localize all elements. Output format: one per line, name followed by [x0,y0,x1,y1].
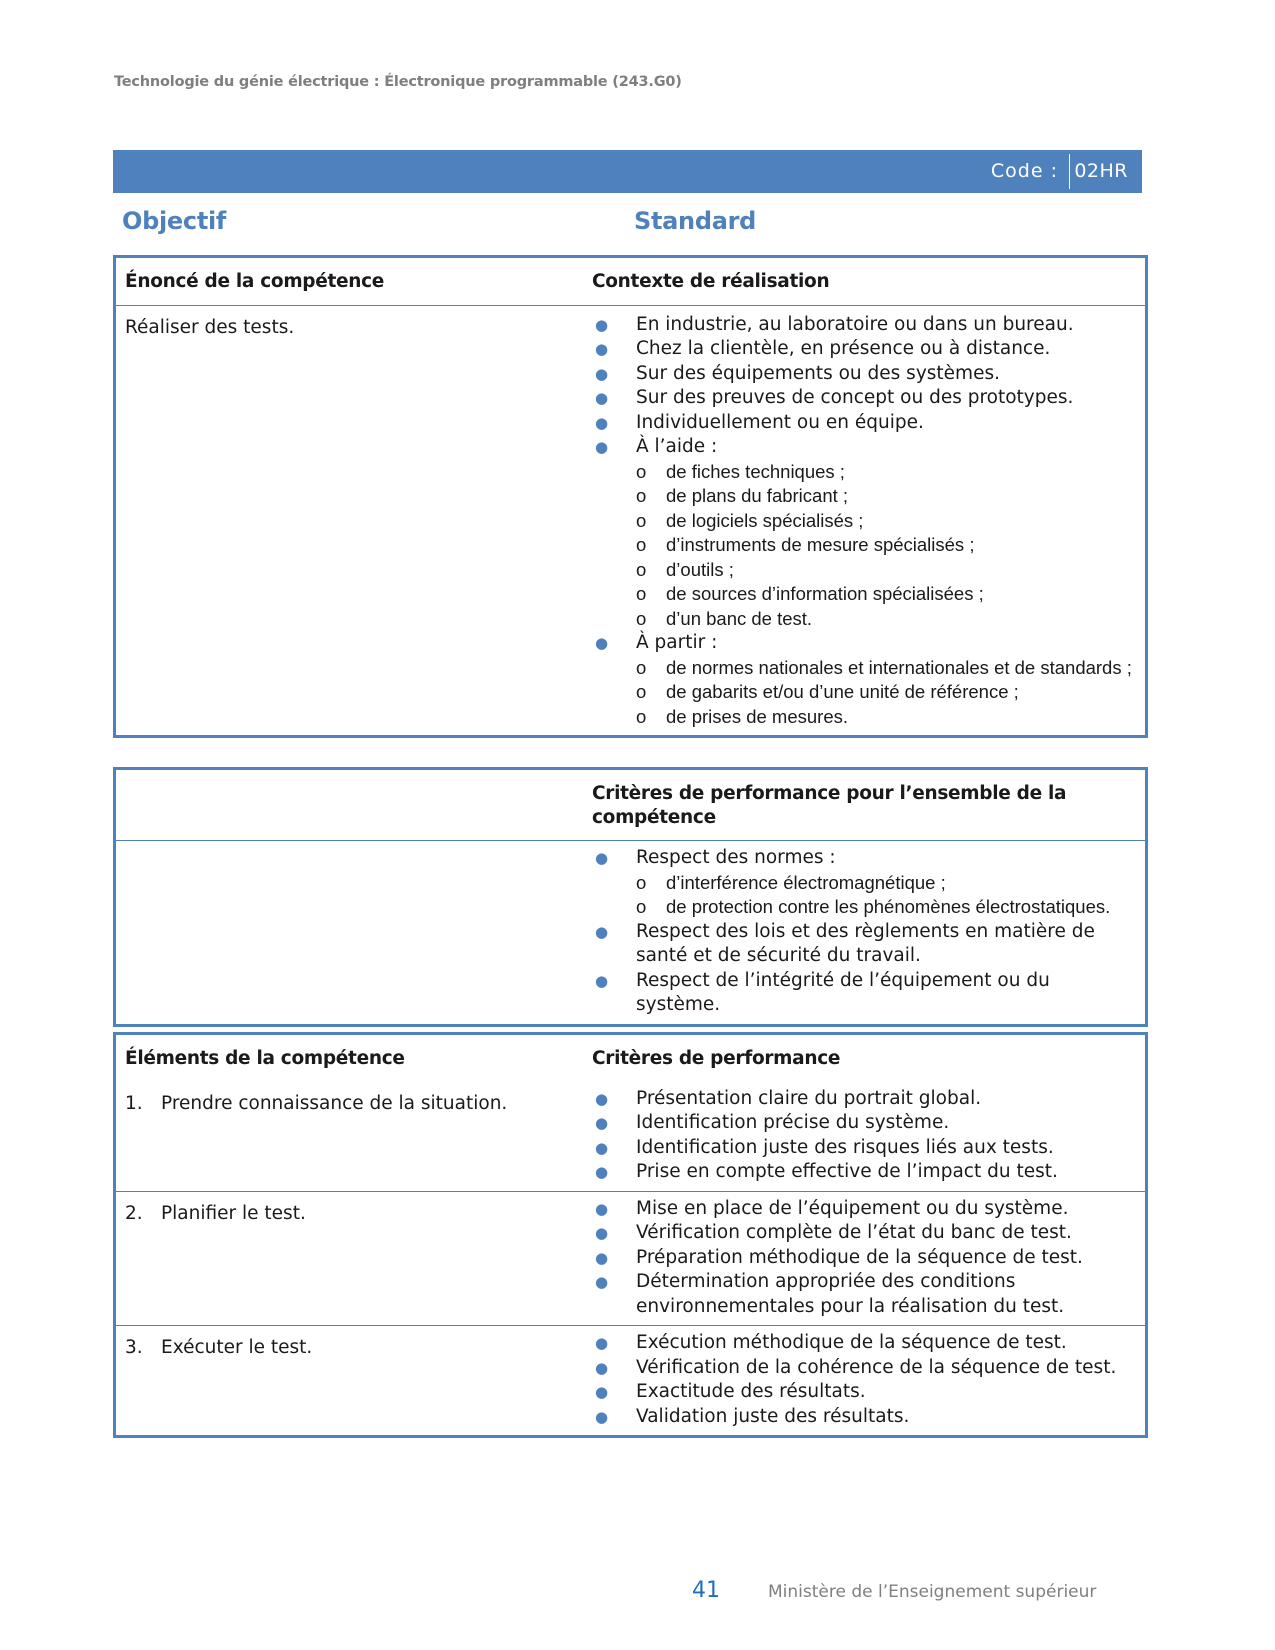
bullet-icon: ● [595,1089,609,1108]
sub-list-item-text: de gabarits et/ou d’une unité de référence ; [666,681,1019,702]
bullet-icon: ● [595,1199,609,1218]
list-item-text: Présentation claire du portrait global. [636,1087,982,1109]
sub-list-item [636,558,1137,583]
sub-list-item [636,895,1137,920]
list-item-text: Chez la clientèle, en présence ou à distance. [636,338,1051,359]
list-item [592,1405,1137,1430]
list-item-text: Identification précise du système. [636,1112,950,1133]
list-item [592,313,1137,338]
bullet-icon: ● [595,389,609,407]
sub-list-item-text: d’instruments de mesure spécialisés ; [666,534,975,555]
sub-list [636,460,1137,632]
sub-list-item [636,484,1137,509]
table-row [116,1325,1145,1435]
bullet-icon: ● [595,438,609,456]
sub-list-item-text: de normes nationales et internationales et de standards ; [666,656,1132,678]
sub-bullet-icon: o [636,583,647,604]
list-item-text: Identification juste des risques liés aux tests. [636,1136,1054,1158]
bullet-icon: ● [595,849,609,867]
sub-list-item-text: de prises de mesures. [666,705,849,727]
sub-bullet-icon: o [636,509,647,531]
footer-ministry: Ministère de l’Enseignement supérieur [768,1582,1097,1602]
header-elements: Éléments de la compétence [125,1048,405,1069]
list-item-text: Respect des normes : [636,847,836,868]
sub-bullet-icon: o [636,485,647,506]
bullet-icon: ● [595,1224,609,1242]
sub-bullet-icon: o [636,705,647,727]
list-item [592,411,1137,436]
element-cell [116,1192,589,1326]
header-contexte: Contexte de réalisation [592,271,830,292]
list-item [592,1270,1137,1319]
list-item-text: Vérification complète de l’état du banc de test. [636,1222,1072,1243]
element-number: 1. [125,1092,143,1114]
sub-list-item-text: de sources d’information spécialisées ; [666,583,984,604]
list-item [592,1246,1137,1271]
sub-list-item [636,533,1137,558]
bullet-icon: ● [595,1114,609,1132]
list-item [592,631,1137,729]
list-item [592,846,1137,920]
list-item [592,1221,1137,1246]
table-elements-criteres [113,1032,1148,1438]
sub-list [636,656,1137,730]
sub-list-item-text: d’un banc de test. [666,607,813,629]
element-text: Planifier le test. [161,1202,306,1224]
table-row [116,840,1145,1024]
sub-list-item-text: de protection contre les phénomènes électrostatiques. [666,896,1111,917]
heading-standard: Standard [634,207,757,235]
list-item-text: Validation juste des résultats. [636,1405,910,1427]
list-item-text: Sur des preuves de concept ou des prototypes. [636,387,1074,408]
list-item [592,920,1137,969]
bullet-icon: ● [595,315,609,334]
sub-list-item-text: de fiches techniques ; [666,460,845,482]
bullet-icon: ● [595,1273,609,1291]
list-item [592,1111,1137,1136]
code-label: Code : [990,160,1058,182]
sub-bullet-icon: o [636,534,647,555]
list-item [592,1356,1137,1381]
contexte-list [592,313,1137,730]
list-item-text: Exécution méthodique de la séquence de test. [636,1332,1067,1353]
element-text: Exécuter le test. [161,1337,313,1358]
bullet-icon: ● [595,922,609,941]
element-number: 3. [125,1337,143,1358]
sub-list-item [636,509,1137,534]
bullet-icon: ● [595,413,609,432]
running-header: Technologie du génie électrique : Électronique programmable (243.G0) [114,74,682,90]
list-item-text: Détermination appropriée des conditions environnementales pour la réalisation du test. [636,1271,1065,1317]
sub-list-item [636,582,1137,607]
header-enonce: Énoncé de la compétence [125,271,385,292]
code-separator [1069,154,1070,189]
bullet-icon: ● [595,971,609,990]
list-item-text: Individuellement ou en équipe. [636,411,924,433]
list-item [592,1380,1137,1405]
list-item [592,1136,1137,1161]
list-item [592,362,1137,387]
code-bar [113,150,1142,193]
header-criteres-ensemble: Critères de performance pour l’ensemble de la compétence [592,783,1067,828]
element-number: 2. [125,1202,143,1224]
list-item [592,1331,1137,1356]
sub-bullet-icon: o [636,607,647,629]
list-item-text: Respect des lois et des règlements en matière de santé et de sécurité du travail. [636,920,1095,966]
criteres-ensemble-list [592,846,1137,1018]
code-value: 02HR [1074,160,1128,182]
heading-objectif: Objectif [122,207,227,235]
criteres-list [592,1331,1137,1429]
criteres-list [592,1087,1137,1185]
list-item-text: Prise en compte effective de l’impact du test. [636,1161,1058,1182]
bullet-icon: ● [595,1407,609,1426]
criteres-cell [589,1192,1145,1326]
criteres-cell [589,1326,1145,1435]
sub-bullet-icon: o [636,896,647,917]
sub-bullet-icon: o [636,558,647,580]
list-item [592,386,1137,411]
sub-bullet-icon: o [636,681,647,702]
sub-list-item [636,607,1137,632]
table-header-row [116,1035,1145,1082]
enonce-text: Réaliser des tests. [125,316,295,338]
bullet-icon: ● [595,1138,609,1157]
table-criteres-ensemble [113,767,1148,1027]
sub-bullet-icon: o [636,460,647,482]
empty-cell [116,841,589,1024]
sub-list-item [636,871,1137,896]
list-item [592,1087,1137,1112]
bullet-icon: ● [595,1334,609,1352]
table-row [116,1191,1145,1326]
table-header-row [116,258,1145,305]
list-item [592,969,1137,1018]
sub-list-item-text: de plans du fabricant ; [666,485,849,506]
element-cell [116,1326,589,1435]
criteres-cell [589,1082,1145,1191]
header-criteres: Critères de performance [592,1048,841,1069]
list-item-text: Sur des équipements ou des systèmes. [636,362,1000,384]
criteres-list [592,1197,1137,1320]
bullet-icon: ● [595,1383,609,1401]
contexte-list-cell [589,306,1145,736]
list-item [592,1197,1137,1222]
bullet-icon: ● [595,1358,609,1377]
list-item [592,435,1137,631]
sub-bullet-icon: o [636,656,647,678]
table-enonce-contexte [113,255,1148,738]
list-item-text: Préparation méthodique de la séquence de test. [636,1246,1083,1268]
sub-list [636,871,1137,920]
list-item-text: En industrie, au laboratoire ou dans un bureau. [636,313,1074,335]
list-item-text: À partir : [636,632,718,653]
list-item-text: Mise en place de l’équipement ou du système. [636,1197,1069,1219]
element-cell [116,1082,589,1191]
list-item-text: À l’aide : [636,436,718,457]
bullet-icon: ● [595,340,609,358]
bullet-icon: ● [595,634,609,652]
list-item-text: Vérification de la cohérence de la séquence de test. [636,1356,1117,1378]
element-text: Prendre connaissance de la situation. [161,1092,508,1114]
sub-list-item-text: d’outils ; [666,558,734,580]
bullet-icon: ● [595,1163,609,1181]
sub-list-item [636,680,1137,705]
list-item [592,1160,1137,1185]
list-item-text: Exactitude des résultats. [636,1381,866,1402]
list-item-text: Respect de l’intégrité de l’équipement ou du système. [636,969,1050,1015]
sub-list-item-text: de logiciels spécialisés ; [666,509,864,531]
bullet-icon: ● [595,364,609,383]
sub-list-item [636,656,1137,681]
header-empty [116,770,589,840]
table-row [116,305,1145,736]
page-number: 41 [692,1578,720,1603]
sub-list-item-text: d’interférence électromagnétique ; [666,871,946,893]
table-row [116,1082,1145,1191]
criteres-ensemble-cell [589,841,1145,1024]
sub-list-item [636,460,1137,485]
sub-bullet-icon: o [636,871,647,893]
bullet-icon: ● [595,1248,609,1267]
sub-list-item [636,705,1137,730]
list-item [592,337,1137,362]
table-header-row [116,770,1145,840]
